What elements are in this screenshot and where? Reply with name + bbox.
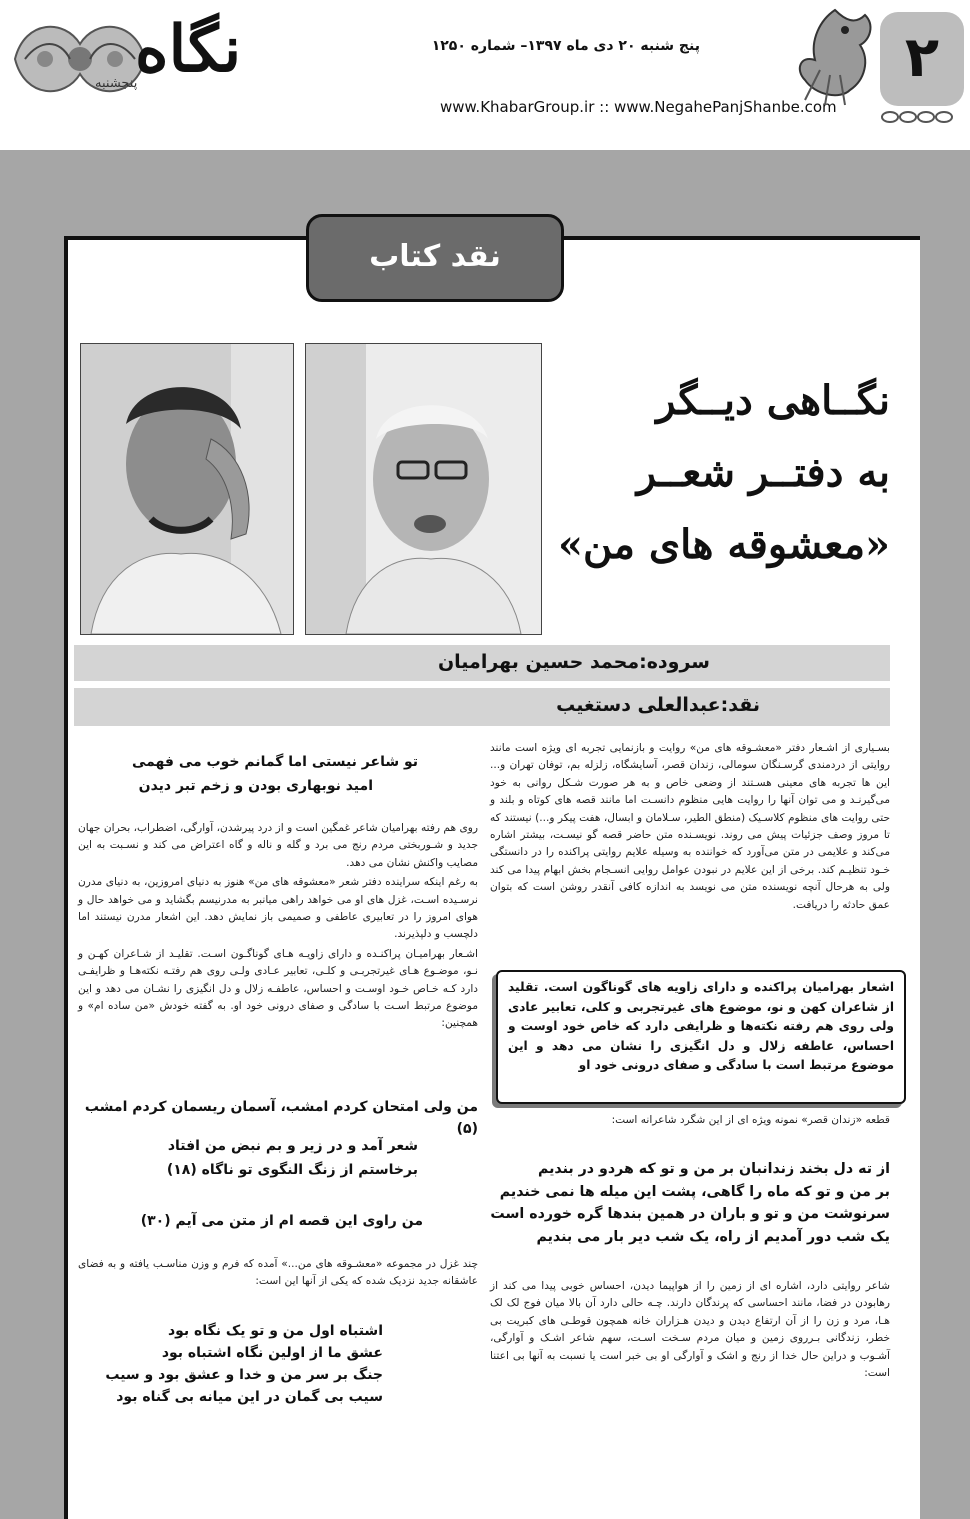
portrait-young-man	[80, 343, 294, 635]
paragraph-4-block	[78, 1256, 478, 1293]
website-links: www.KhabarGroup.ir :: www.NegahePanjShanbe.com	[440, 98, 837, 116]
section-tab: نقد کتاب	[306, 214, 564, 302]
article-column-right	[490, 740, 890, 916]
verse-line: من راوی این قصه ام از متن می آیم (۳۰)	[140, 1213, 423, 1229]
article-column-left	[78, 820, 478, 1035]
verse-line: عشق ما از اولین نگاه اشتباه بود	[161, 1345, 383, 1361]
verse-line: بر من و تو که ماه را گاهی، پشت این میله ها نمی خندیم	[499, 1183, 890, 1200]
qasr-intro: قطعه «زندان قصر» نمونه ویژه ای از این شگرد شاعرانه است:	[611, 1114, 890, 1126]
logo-subtitle: پنجشنبه	[95, 76, 138, 91]
verse-line: سیب بی گمان در این میانه بی گناه بود	[116, 1389, 383, 1405]
qasr-verses	[490, 1158, 890, 1248]
chain-ornament-icon	[880, 110, 960, 124]
paragraph-4: چند غزل در مجموعه «معشـوقه های من...» آمده که فرم و وزن مناسـب یافته و به فضای عاشقانه جدید نزدیک شده که یکی از آنها این است:	[78, 1258, 478, 1288]
verse-b-block	[78, 1134, 478, 1182]
final-verses	[78, 1320, 478, 1408]
page-number: ۲	[880, 12, 964, 106]
verse-line: شعر آمد و در زیر و بم نبض من افتاد	[167, 1138, 418, 1154]
verse-line: امید نوبهاری بودن و زخم تبر دیدن	[138, 778, 373, 794]
verse-line: برخاستم از زنگ النگوی تو ناگاه (۱۸)	[166, 1162, 418, 1178]
verse-line: یک شب دور آمدیم از راه، یک شب دیر بار می بندیم	[536, 1228, 890, 1245]
verse-line: از ته دل بخند زندانبان بر من و تو که هردو در بندیم	[537, 1161, 890, 1177]
pull-quote: اشعار بهرامیان پراکنده و دارای زاویه های گوناگون است. تقلید از شاعران کهن و نو، موضوع های غیرتجربی و کلی، تعابیر عادی ولی روی هم رفته نکته‌ها و ظرایفی دارد که خاص خود اوست و احساس، عاطفه زلال و دل انگیزی را نشان می دهد و این موضوع مرتبط است با سادگی و صفای درونی خود او	[496, 970, 906, 1104]
paragraph-1: روی هم رفته بهرامیان شاعر غمگین است و از درد پیرشدن، آوارگی، اضطراب، بحران جهان جدید و شـوربختی مردم رنج می برد و گله و ناله و گاه اعتراض می کند و نسـبت به این مصایب واکنش نشان می دهد.	[78, 822, 478, 869]
paragraph-3: اشـعار بهرامیـان پراکنـده و دارای زاویـه هـای گوناگـون اسـت. تقلیـد از شـاعران کهـن و نـو، موضـوع هـای غیرتجربـی و کلـی، تعابیر عـادی ولـی روی هم رفتـه نکته‌هـا و ظرایفـی دارد کـه خـاص خـود اوسـت و احساس، عاطفـه زلال و دل انگیزی را نشـان می دهد و این موضوع مرتبط اسـت با سادگی و صفای درونی خود او. به گفته خودش «من ساده ام» و همچنین:	[78, 947, 478, 1030]
verse-line: جنگ بر سر من و خدا و عشق بود و سیب	[105, 1367, 383, 1383]
headline	[550, 365, 890, 581]
poet-credit-band	[74, 645, 890, 681]
verse-line: من ولی امتحان کردم امشب، آسمان ریسمان کردم امشب (۵)	[84, 1099, 478, 1137]
poet-credit: سروده:محمد حسین بهرامیان	[437, 651, 710, 673]
phoenix-bird-icon	[790, 0, 880, 110]
dateline: پنج شنبه ۲۰ دی ماه ۱۳۹۷– شماره ۱۲۵۰	[431, 38, 700, 54]
masthead-logo	[95, 10, 295, 100]
verse-line: تو شاعر نیستی اما گمانم خوب می فهمی	[131, 754, 418, 770]
critic-credit-band	[74, 688, 890, 726]
top-verses	[78, 750, 478, 798]
qasr-intro-block	[490, 1112, 890, 1131]
paragraph-2: به رغم اینکه سراینده دفتر شعر «معشوقه های من» هنوز به دنیای امروزین، به دنیای مدرن نرسـیده اسـت، غزل های او می خواهد راهی میانبر به مدرنیسم بگشاید و می خواهد حال و هوای امروز را در تعابیری عاطفی و صمیمی باز نمایش دهد. این اشعار مدرن نیستند اما دلچسب و دلپذیرند.	[78, 876, 478, 941]
verse-c-block	[78, 1210, 478, 1232]
critic-credit: نقد:عبدالعلی دستغیب	[556, 694, 760, 716]
headline-line-3: «معشوقه های من»	[558, 521, 890, 568]
headline-line-1: نگــاهی دیــگر	[656, 377, 890, 424]
portrait-elder-man	[305, 343, 542, 635]
headline-line-2: به دفتــر شعــر	[636, 449, 890, 496]
closing-block	[490, 1278, 890, 1384]
closing-paragraph: شاعر روایتی دارد، اشاره ای از زمین را از هواپیما دیدن، احساس خوبی پیدا می کند از رهابودن در فضا، مانند احساسی که پرندگان دارند. چـه حالی دارد آن بالا میان فوج لک لک هـا، مرد و زن را از آن ارتفاع دیدن و دیدن هـزاران خانه همچون قوطـی های کبریت بی خطر، زندگانی بـرروی زمین و میان مردم سـخت اسـت، سهم شاعر اشـک و آوارگی، آشـوب و دراین حال خدا از رنج و اشک و آوارگی او بی خبر است یا نسبت به آنها بی اعتنا است:	[490, 1280, 890, 1380]
intro-paragraph: بسـیاری از اشـعار دفتر «معشـوقه های من» روایت و بازنمایی تجربه ای ویژه است مانند روایتی از دردمندی گرسـنگان سومالی، زندان قصر، آسایشگاه، زلزله بم، توفان تهران و... این ها تجربه های معینی هسـتند از وضعی خاص و به هر صورت شـکل روانی به خود می‌گیرنـد و می توان آنها را روایت هایی منظوم دانسـت اما مانند قصه های کوتاه و بلند و حتی روایت های منظوم کلاسـیک (منطق الطیر، سـلامان و ابسال، هفت پیکر و...) نیستند که تا مروز وصف جزئیات پیش می روند. نویسـنده متن حاضر قصه گو نیسـت، بیشتر اشاره می‌کند و علایمی در متن می‌آورد که خواننده به وسیله علایم روایتی پراکنده را در دانستگی خـود تنظیـم کند. برخی از این علایم در نبودن عوامل روایی انسـجام بخش ابهام پیدا می کند ولی به هرحال آنچه نویسنده متن می نویسد به اندازه کافی آنقدر روشن است که بتوان عمق حادثه را دریافت.	[490, 742, 890, 911]
logo-text: نگاه	[135, 12, 242, 87]
verse-line: اشتباه اول من و تو یک نگاه بود	[167, 1323, 383, 1339]
page-header	[0, 0, 970, 150]
verse-line: سرنوشت من و تو و باران در همین بندها گره خورده است	[490, 1206, 890, 1222]
